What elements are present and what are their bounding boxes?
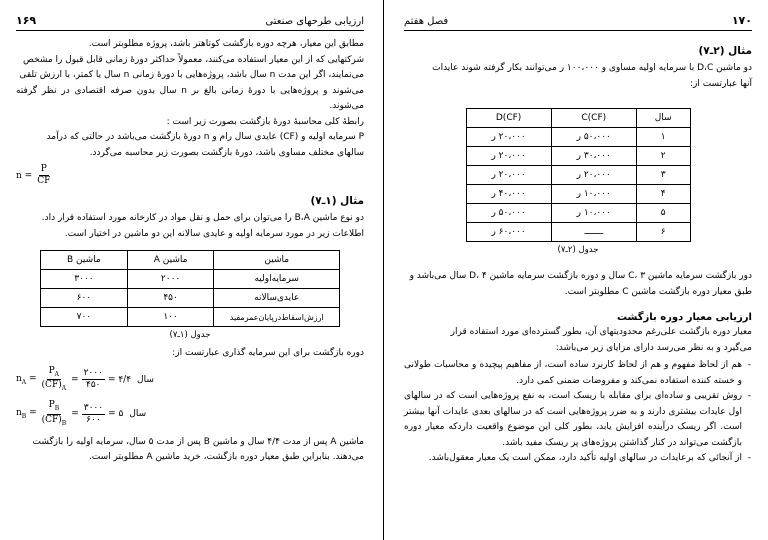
formula-a-den2: ۴۵۰ <box>86 380 101 391</box>
formula-denominator: CF <box>37 176 51 186</box>
formula-a-unit: سال <box>137 374 154 385</box>
formula-b-den2: ۶۰۰ <box>86 414 101 425</box>
table-cell: ۱ <box>636 128 690 147</box>
table-cell: ۲۰،۰۰۰ ر <box>466 147 551 166</box>
table-cell: ۱۰،۰۰۰ ر <box>551 185 636 204</box>
formula-a-num1-sub: A <box>54 370 59 378</box>
formula-a-num2: ۲۰۰۰ <box>83 368 103 379</box>
table-cell: ۲۰۰۰ <box>127 270 214 289</box>
table-cell: ۲ <box>636 147 690 166</box>
table-cell: ۲۰،۰۰۰ ر <box>466 128 551 147</box>
table-header-cell: ماشین <box>214 251 340 270</box>
table-row <box>466 223 690 242</box>
table-1-caption: جدول (۱ـ۷) <box>169 330 211 340</box>
formula-lhs: n = <box>16 170 33 181</box>
formula-b-result: = ۵ <box>108 409 124 420</box>
after-table-line: طبق معیار دوره بازگشت ماشین C مطلوبتر است. <box>564 286 752 297</box>
table-cell: ۱۰،۰۰۰ ر <box>551 204 636 223</box>
formula-a-result: = ۴/۴ <box>107 374 132 385</box>
example-2-line: دو ماشین D،C با سرمایه اولیه مساوی و ۱۰۰،۰۰۰ ر می‌توانند بکار گرفته شوند عایدات <box>432 63 752 73</box>
intro-line: می‌نمایند، اگر این مدت n سال باشد، پروژه‌هایی با دورهٔ زمانی n سال یا کمتر، با ارزش تلقی <box>19 70 364 80</box>
formula-machine-b: $n_B$ = $\frac{P_B}{(CF)_B}$ = $\frac{۳۰۰۰}{۶۰۰}$ = ۵ سال <box>16 400 147 427</box>
table-cell: ۴۵۰ <box>127 289 214 308</box>
formula-b-den1: (CF) <box>41 414 62 425</box>
table-cell: ـــــــ <box>551 223 636 242</box>
conclusion-line: می‌دهند. بنابراین طبق معیار دوره بازگشت، خرید ماشین A مطلوبتر است. <box>88 452 364 463</box>
formula-machine-a: $n_A$ = $\frac{P_A}{(CF)_A}$ = $\frac{۲۰۰۰}{۴۵۰}$ = ۴/۴ سال <box>16 365 154 393</box>
table-cell: ۳۰،۰۰۰ ر <box>551 147 636 166</box>
table-cell: ۵۰،۰۰۰ ر <box>466 204 551 223</box>
formula-a-fraction-2 <box>82 368 105 391</box>
left-page-number: ۱۶۹ <box>16 14 37 27</box>
formula-numerator: P <box>40 164 47 174</box>
formula-b-fraction-1 <box>40 400 69 429</box>
list-item: - از آنجائی که برعایدات در سالهای اولیه تأکید دارد، ممکن است یک معیار معقول‌باشد. <box>404 451 742 467</box>
table-row <box>41 308 340 327</box>
section-title: ارزیابی معیار دوره بازگشت <box>616 312 752 323</box>
right-page <box>384 0 768 540</box>
advantages-list <box>404 358 752 467</box>
formula-a-den1-sub: A <box>61 385 67 393</box>
formula-b-lhs: n <box>16 408 22 419</box>
formula-fraction <box>35 164 52 187</box>
intro-line: مطابق این معیار، هرچه دوره بازگشت کوتاهتر باشد، پروژه مطلوبتر است. <box>88 39 364 49</box>
table-cell: سرمایه‌اولیه <box>214 270 340 289</box>
list-item: - هم از لحاظ مفهوم و هم از لحاظ کاربرد ساده است، از مفاهیم پیچیده و محاسبات طولانی و خسته کننده استفاده نمی‌کند و مفروضات ضمنی کمی دارد. <box>404 358 742 389</box>
right-page-number: ۱۷۰ <box>731 14 752 27</box>
example-2-line: آنها عبارتست از: <box>689 78 752 89</box>
table-header-row <box>466 109 690 128</box>
list-item: - روش تقریبی و ساده‌ای برای مقابله با ریسک است، به نفع پروژه‌هایی است که در سالهای اول عایدات بیشتری دارند و به ضرر پروژه‌هایی است که در سالهای بعدی عایدات آنها بیشتر است. اگر ریسک درآینده افزایش یابد، بطور کلی این موضوع واقعیت داردکه معیار دوره بازگشت می‌تواند در کنار گذاشتن پروژه‌های پر ریسک مفید باشد. <box>404 389 742 451</box>
table-cell: ۷۰۰ <box>41 308 128 327</box>
right-page-header <box>404 6 752 31</box>
table-row <box>466 204 690 223</box>
example-1-line: دو نوع ماشین B،A را می‌توان برای حمل و نقل مواد در کارخانه مورد استفاده قرار داد. <box>41 213 364 223</box>
formula-a-den1: (CF) <box>41 380 62 391</box>
table-row <box>466 185 690 204</box>
intro-line: شرکتهایی که از این معیار استفاده می‌کنند، معمولاً حداکثر دورهٔ زمانی قابل قبول را مشخص <box>22 54 364 65</box>
table-cell: ۶۰،۰۰۰ ر <box>466 223 551 242</box>
intro-line: می‌شوند و پروژه‌هایی با دورهٔ زمانی بالغ بر n سال بدون صرفه اقتصادی در نظر گرفته می‌شوند. <box>16 85 364 111</box>
intro-line: سالهای مختلف مساوی باشد، دورهٔ بازگشت بصورت زیر محاسبه می‌گردد. <box>89 147 364 158</box>
table-header-cell: (CF)D <box>466 109 551 128</box>
formula-b-num2: ۳۰۰۰ <box>83 402 104 413</box>
table-cell: ۶ <box>636 223 690 242</box>
table-cell: ۳ <box>636 166 690 185</box>
formula-a-lhs: n <box>16 373 22 384</box>
intro-line: P سرمایه اولیه و (CF) عایدی سال رام و n دورهٔ بازگشت می‌باشد در حالتی که درآمد <box>46 132 364 142</box>
formula-b-num1: P <box>48 400 55 411</box>
table-cell: ۲۰،۰۰۰ ر <box>466 166 551 185</box>
machine-cd-table <box>466 108 691 242</box>
formula-b-lhs-sub: B <box>21 413 27 421</box>
table-header-cell: (CF)C <box>551 109 636 128</box>
payback-intro: دوره بازگشت برای این سرمایه گذاری عبارتست از: <box>172 348 364 358</box>
table-header-row <box>41 251 340 270</box>
formula-b-num1-sub: B <box>54 404 60 412</box>
left-intro <box>16 37 364 161</box>
table-2-caption: جدول (۲ـ۷) <box>557 245 599 255</box>
table-cell: ارزش‌اسقاط‌درپایان‌عمرمفید <box>214 308 340 327</box>
table-header-cell: ماشین A <box>127 251 214 270</box>
example-1-title: مثال (۱ـ۷) <box>310 195 364 207</box>
table-header-cell: سال <box>636 109 690 128</box>
table-header-cell: ماشین B <box>41 251 128 270</box>
formula-b-den1-sub: B <box>61 419 67 427</box>
table-row <box>466 166 690 185</box>
table-cell: ۴ <box>636 185 690 204</box>
example-1-line: اطلاعات زیر در مورد سرمایه اولیه و عایدی سالانه این دو ماشین در اختیار است. <box>64 228 364 239</box>
table-cell: ۱۰۰ <box>127 308 214 327</box>
intro-line: رابطهٔ کلی محاسبهٔ دورهٔ بازگشت بصورت زیر است : <box>166 116 364 127</box>
section-line: می‌گیرد و به نظر می‌رسد دارای مزایای زیر می‌باشد: <box>555 342 752 353</box>
formula-b-unit: سال <box>129 409 147 420</box>
table-row <box>41 289 340 308</box>
table-row <box>466 147 690 166</box>
table-cell: ۶۰۰ <box>41 289 128 308</box>
general-payback-formula <box>16 164 364 187</box>
table-cell: ۳۰۰۰ <box>41 270 128 289</box>
left-header-title: ارزیابی طرحهای صنعتی <box>265 16 364 27</box>
table-cell: ۴۰،۰۰۰ ر <box>466 185 551 204</box>
table-cell: ۲۰،۰۰۰ ر <box>551 166 636 185</box>
left-page-header <box>16 6 364 31</box>
formula-a-fraction-1 <box>40 366 69 395</box>
example-2-title: مثال (۲ـ۷) <box>698 45 752 57</box>
table-cell: عایدی‌سالانه <box>214 289 340 308</box>
section-line: معیار دوره بازگشت علی‌رغم محدودیتهای آن، بطور گسترده‌ای مورد استفاده قرار <box>450 327 752 337</box>
formula-a-num1: P <box>48 365 55 376</box>
right-header-title: فصل هفتم <box>404 16 449 27</box>
formula-b-fraction-2 <box>82 403 105 426</box>
table-row <box>466 128 690 147</box>
after-table-line: دور بازگشت سرمایه ماشین C، ۳ سال و دوره بازگشت سرمایه ماشین D، ۴ سال می‌باشد و <box>409 271 752 281</box>
machine-ab-table <box>40 250 340 327</box>
conclusion-line: ماشین A پس از مدت ۴/۴ سال و ماشین B پس از مدت ۵ سال، سرمایه اولیه را بازگشت <box>32 436 364 447</box>
table-row <box>41 270 340 289</box>
formula-a-lhs-sub: A <box>21 378 27 386</box>
table-cell: ۵۰،۰۰۰ ر <box>551 128 636 147</box>
table-cell: ۵ <box>636 204 690 223</box>
